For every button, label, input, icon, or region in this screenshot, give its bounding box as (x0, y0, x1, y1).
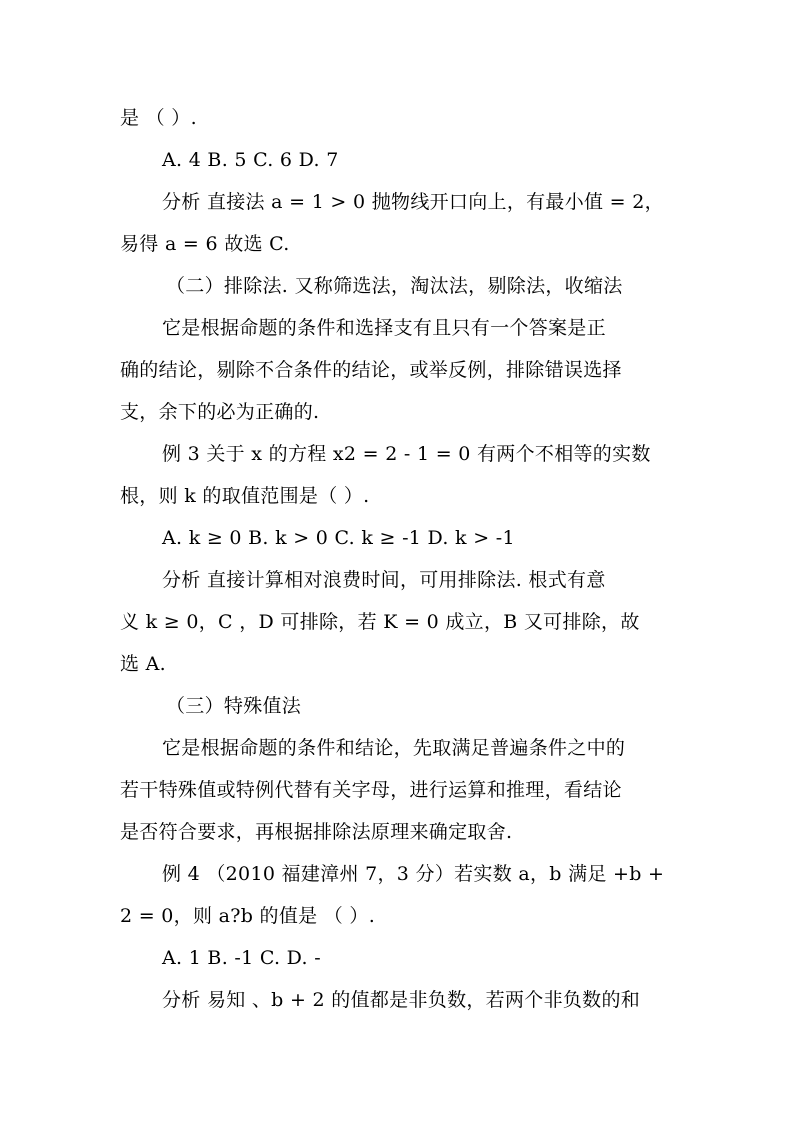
text-line: 它是根据命题的条件和选择支有且只有一个答案是正 (162, 317, 606, 339)
analysis-line: 分析 直接法 a = 1 > 0 抛物线开口向上，有最小值 = 2， (162, 191, 664, 213)
analysis-line: 分析 易知 、b + 2 的值都是非负数，若两个非负数的和 (162, 989, 641, 1011)
example-line: 例 3 关于 x 的方程 x2 = 2 - 1 = 0 有两个不相等的实数 (162, 443, 651, 465)
text-line: 易得 a = 6 故选 C. (120, 233, 290, 255)
analysis-line: 分析 直接计算相对浪费时间，可用排除法. 根式有意 (162, 569, 606, 591)
answer-options: A. 4 B. 5 C. 6 D. 7 (162, 149, 339, 171)
answer-options: A. k ≥ 0 B. k > 0 C. k ≥ -1 D. k > -1 (162, 527, 515, 549)
text-line: 是 （ ）. (120, 107, 197, 129)
example-line: 例 4 （2010 福建漳州 7，3 分）若实数 a，b 满足 +b + (162, 863, 665, 885)
text-line: 若干特殊值或特例代替有关字母，进行运算和推理，看结论 (120, 779, 622, 801)
section-heading: （三）特殊值法 (166, 695, 302, 717)
text-line: 义 k ≥ 0，C ，D 可排除，若 K = 0 成立，B 又可排除，故 (120, 611, 640, 633)
text-line: 确的结论，剔除不合条件的结论，或举反例，排除错误选择 (120, 359, 622, 381)
section-heading: （二）排除法. 又称筛选法，淘汰法，剔除法，收缩法 (166, 275, 623, 297)
text-line: 是否符合要求，再根据排除法原理来确定取舍. (120, 821, 513, 843)
answer-options: A. 1 B. -1 C. D. - (162, 947, 321, 969)
text-line: 支，余下的必为正确的. (120, 401, 320, 423)
text-line: 根，则 k 的取值范围是（ ）. (120, 485, 370, 507)
text-line: 2 = 0，则 a?b 的值是 （ ）. (120, 905, 376, 927)
text-line: 它是根据命题的条件和结论，先取满足普遍条件之中的 (162, 737, 626, 759)
text-line: 选 A. (120, 653, 167, 675)
